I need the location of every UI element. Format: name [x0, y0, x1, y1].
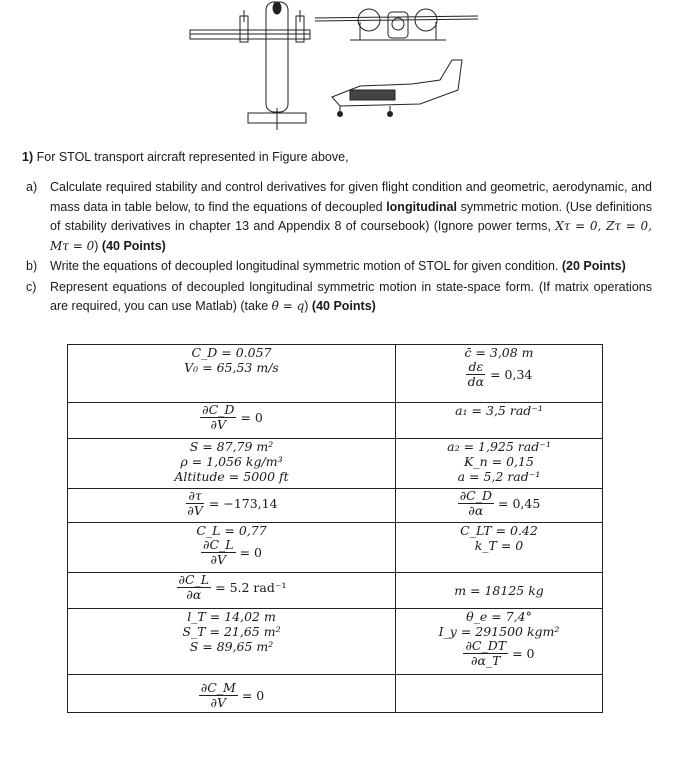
fraction-den: ∂V: [187, 503, 203, 518]
table-cell: [68, 609, 396, 675]
fraction-den: ∂α: [468, 503, 484, 518]
question-number: 1): [22, 150, 34, 164]
part-c-text-1: Represent equations of decoupled longitudinal symmetric motion in state-space form. (If matrix operations are required, you can use Matlab) (take: [50, 279, 652, 313]
st-value: S_T = 21,65 m²: [182, 624, 281, 639]
clt-value: C_LT = 0.42: [460, 523, 538, 538]
part-c: [22, 278, 652, 317]
part-c-label: c): [26, 279, 37, 294]
table-cell: [396, 523, 603, 573]
fraction-rhs: = 0: [241, 688, 265, 703]
table-cell: [396, 573, 603, 609]
aircraft-top-view: [190, 2, 310, 130]
stol-aircraft-figure: [0, 0, 684, 140]
dcd-dalpha: [396, 489, 602, 518]
fraction-rhs: = 5.2 rad⁻¹: [215, 580, 287, 595]
fraction-num: ∂τ: [188, 488, 202, 503]
cd-value: C_D = 0.057: [191, 345, 272, 360]
fraction-den: ∂V: [210, 552, 227, 567]
fraction-rhs: = 0: [512, 646, 535, 661]
table-cell: [396, 609, 603, 675]
table-cell: [68, 675, 396, 713]
table-cell: [68, 439, 396, 489]
part-b-text-1: Write the equations of decoupled longitudinal symmetric motion of STOL for given condition.: [50, 259, 559, 273]
fraction-num: ∂C_D: [202, 402, 235, 417]
fraction-den: ∂α_T: [471, 653, 501, 668]
table-row: [68, 439, 603, 489]
part-a-text-3: ): [94, 238, 99, 253]
dcd-dv: [68, 403, 395, 432]
table-row: [68, 345, 603, 403]
fraction-num: ∂C_L: [178, 572, 210, 587]
table-cell: [68, 403, 396, 439]
flight-data-table: [67, 344, 603, 713]
fraction-num: dε: [468, 359, 484, 374]
part-b: [22, 257, 652, 277]
table-cell: [396, 489, 603, 523]
a-value: a = 5,2 rad⁻¹: [457, 469, 541, 484]
table-row: [68, 403, 603, 439]
part-a-points: (40 Points): [101, 238, 166, 253]
dcl-dv: [68, 538, 395, 567]
fraction-den: ∂V: [210, 417, 227, 432]
part-b-label: b): [26, 259, 38, 273]
dcm-dv: [68, 681, 395, 710]
question-intro: [22, 150, 349, 164]
fraction-rhs: = 0,45: [498, 496, 541, 511]
fraction-num: ∂C_M: [200, 680, 236, 695]
dcdt-dalphat: [396, 639, 602, 668]
fraction-rhs: = −173,14: [208, 496, 278, 511]
table-cell: [396, 403, 603, 439]
table-row: [68, 609, 603, 675]
part-a-math: Xτ = 0, Zτ = 0, Mτ = 0: [50, 219, 652, 253]
table-cell: [396, 675, 603, 713]
question-intro-text: For STOL transport aircraft represented in Figure above,: [36, 150, 349, 164]
de-dalpha: [396, 360, 602, 389]
fraction-den: ∂α: [186, 587, 202, 602]
part-a-text-2: symmetric motion. (Use definitions of stability derivatives in chapter 13 and Appendix 8 of coursebook) (Ignore power terms,: [50, 199, 652, 233]
part-c-text-2: ): [304, 299, 309, 313]
table-cell: [396, 439, 603, 489]
table-cell: [68, 489, 396, 523]
fraction-num: ∂C_DT: [465, 638, 507, 653]
fraction-rhs: = 0,34: [490, 367, 533, 382]
rho-value: ρ = 1,056 kg/m³: [180, 454, 283, 469]
table-row: [68, 489, 603, 523]
dcl-dalpha: [68, 573, 395, 602]
table-cell: [396, 345, 603, 403]
theta-e-value: θ_e = 7,4°: [466, 609, 532, 624]
kt-value: k_T = 0: [474, 538, 524, 553]
table-cell: [68, 345, 396, 403]
part-a: [22, 178, 652, 256]
cl-value: C_L = 0,77: [196, 523, 267, 538]
fraction-rhs: = 0: [240, 410, 263, 425]
part-c-points: (40 Points): [311, 299, 376, 313]
part-b-points: (20 Points): [561, 259, 626, 273]
dtau-dv: [68, 489, 395, 518]
question-parts: [22, 178, 652, 318]
fraction-num: ∂C_L: [203, 537, 234, 552]
a1-value: a₁ = 3,5 rad⁻¹: [455, 403, 543, 418]
fraction-rhs: = 0: [239, 545, 262, 560]
table-row: [68, 573, 603, 609]
part-a-label: a): [26, 180, 38, 194]
part-a-bold: longitudinal: [386, 199, 458, 214]
fraction-den: ∂V: [210, 695, 227, 710]
table-row: [68, 675, 603, 713]
table-cell: [68, 523, 396, 573]
s2-value: S = 89,65 m²: [189, 639, 274, 654]
fraction-num: ∂C_D: [459, 488, 493, 503]
mass-value: m = 18125 kg: [454, 583, 544, 598]
part-c-math: θ̇ = q: [271, 299, 305, 313]
part-a-text-1: Calculate required stability and control derivatives for given flight condition and geometric, aerodynamic, and mass data in table below, to find the equations of decoupled: [50, 180, 652, 214]
s-value: S = 87,79 m²: [189, 439, 274, 454]
iy-value: I_y = 291500 kgm²: [438, 624, 560, 639]
a2-value: a₂ = 1,925 rad⁻¹: [447, 439, 551, 454]
table-cell: [68, 573, 396, 609]
fraction-den: dα: [467, 374, 485, 389]
v0-value: V₀ = 65,53 m/s: [184, 360, 279, 375]
altitude-value: Altitude = 5000 ft: [174, 469, 289, 484]
kn-value: K_n = 0,15: [464, 454, 534, 469]
aircraft-front-view: [315, 9, 478, 40]
aircraft-side-view: [332, 60, 462, 117]
lt-value: l_T = 14,02 m: [187, 609, 276, 624]
cbar-value: c̄ = 3,08 m: [464, 345, 534, 360]
table-row: [68, 523, 603, 573]
